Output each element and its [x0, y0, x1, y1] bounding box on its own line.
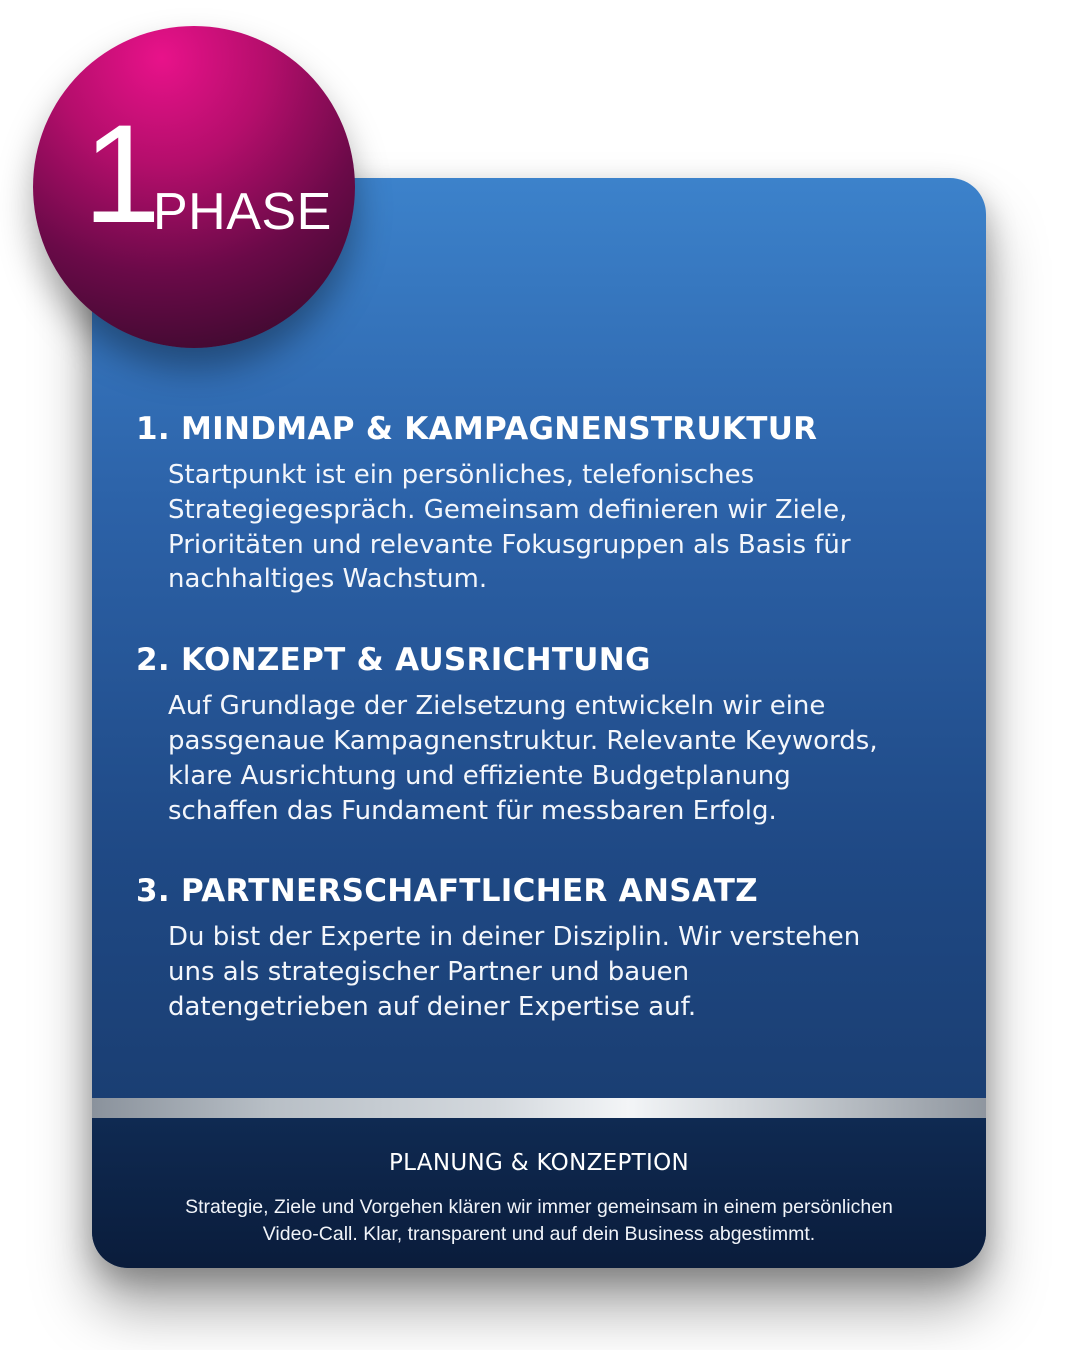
phase-number: 1 [83, 95, 161, 252]
section-konzept [136, 641, 956, 828]
footer-text: Strategie, Ziele und Vorgehen klären wir immer gemeinsam in einem persönlichen Video-Call. Klar, transparent und auf dein Business abgestimmt. [185, 1196, 893, 1245]
metallic-divider [92, 1098, 986, 1118]
section-title: 2. KONZEPT & AUSRICHTUNG [136, 642, 651, 679]
section-body: Startpunkt ist ein persönliches, telefonisches Strategiegespräch. Gemeinsam definieren wir Ziele, Prioritäten und relevante Fokusgruppen als Basis für nachhaltiges Wachstum. [168, 460, 851, 595]
section-ansatz [136, 872, 956, 1024]
phase-content [136, 410, 956, 1069]
section-body: Du bist der Experte in deiner Disziplin. Wir verstehen uns als strategischer Partner und bauen datengetrieben auf deiner Expertise auf. [168, 922, 861, 1022]
footer-title: PLANUNG & KONZEPTION [388, 1150, 689, 1176]
section-title: 3. PARTNERSCHAFTLICHER ANSATZ [136, 873, 758, 910]
card-footer [92, 1118, 986, 1268]
phase-badge [33, 26, 355, 348]
section-mindmap [136, 410, 956, 597]
section-body: Auf Grundlage der Zielsetzung entwickeln wir eine passgenaue Kampagnenstruktur. Relevante Keywords, klare Ausrichtung und effiziente Budgetplanung schaffen das Fundament für messbaren Erfolg. [168, 691, 878, 826]
phase-label: PHASE [153, 183, 332, 241]
section-title: 1. MINDMAP & KAMPAGNENSTRUKTUR [136, 411, 818, 447]
